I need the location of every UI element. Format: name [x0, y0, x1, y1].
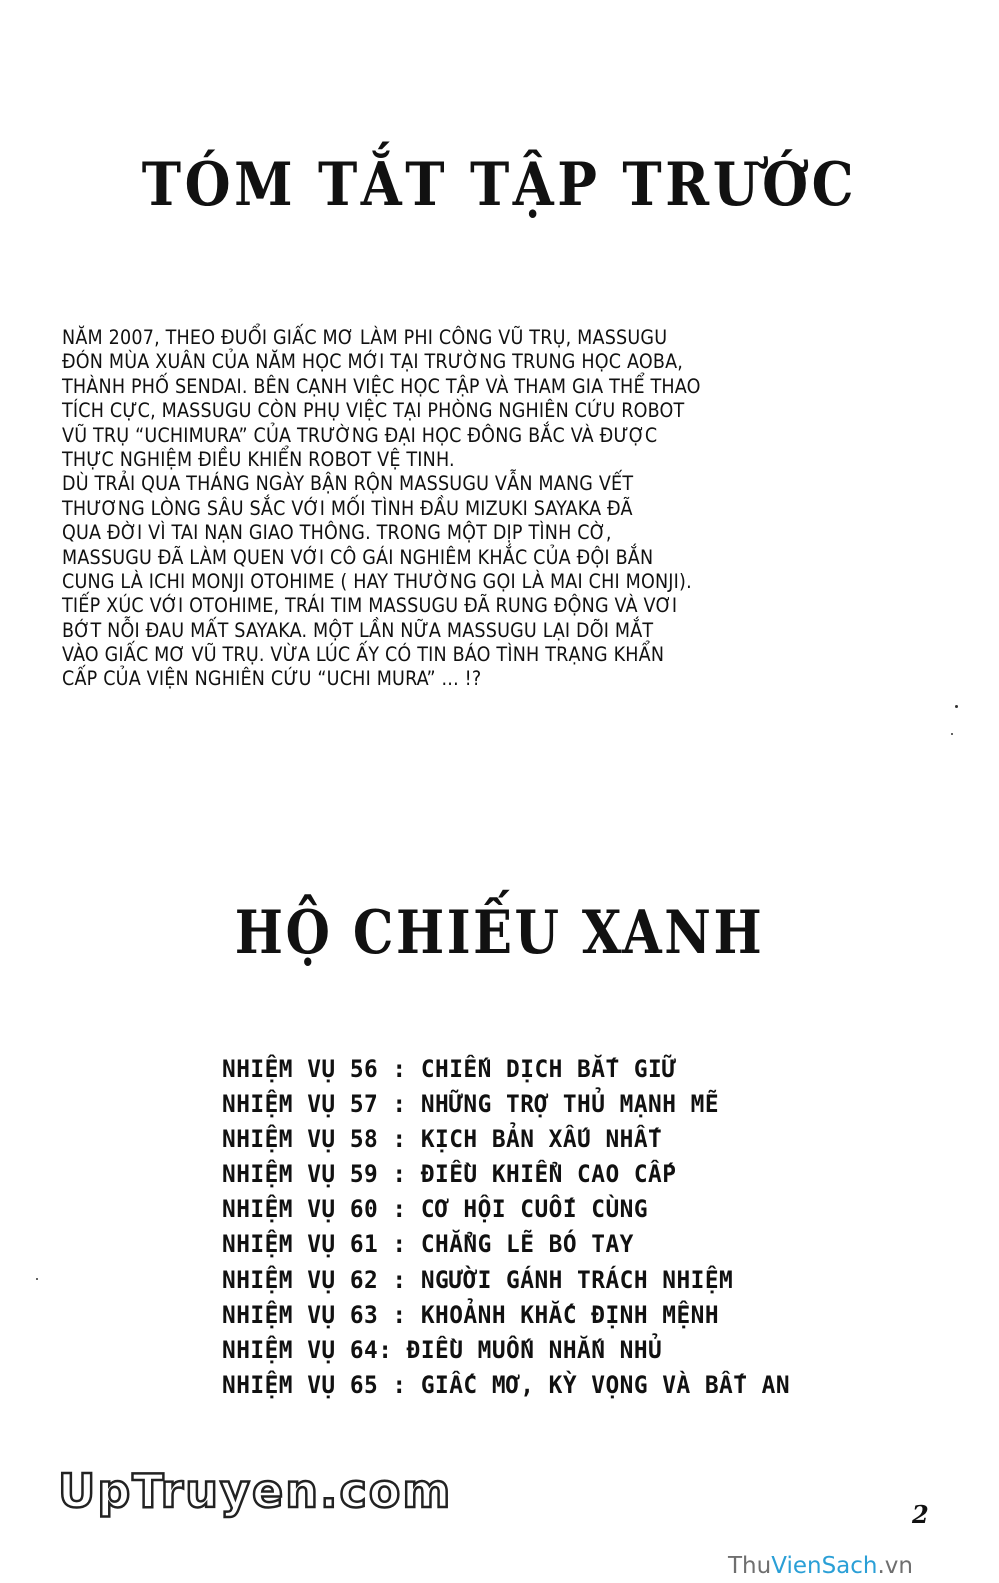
summary-text: [62, 326, 922, 692]
mission-item: NHIỆM VỤ 61 : CHẲNG LẼ BÓ TAY: [222, 1230, 634, 1259]
summary-line: VÀO GIẤC MƠ VŨ TRỤ. VỪA LÚC ẤY CÓ TIN BÁO TÌNH TRẠNG KHẨN: [62, 643, 665, 667]
credit-part-thu: Thu: [728, 1553, 772, 1579]
thuviensach-credit[interactable]: [728, 1553, 913, 1579]
mission-item: NHIỆM VỤ 59 : ĐIỀU KHIỂN CAO CẤP: [222, 1160, 677, 1189]
summary-line: CUNG LÀ ICHI MONJI OTOHIME ( HAY THƯỜNG GỌI LÀ MAI CHI MONJI).: [62, 569, 692, 593]
summary-line: BỚT NỖI ĐAU MẤT SAYAKA. MỘT LẦN NỮA MASSUGU LẠI DÕI MẮT: [62, 618, 654, 642]
summary-line: QUA ĐỜI VÌ TAI NẠN GIAO THÔNG. TRONG MỘT DỊP TÌNH CỜ,: [62, 521, 612, 545]
mission-list: [222, 1052, 842, 1403]
credit-part-domain: .vn: [877, 1553, 913, 1579]
mission-item: NHIỆM VỤ 65 : GIẤC MƠ, KỲ VỌNG VÀ BẤT AN: [222, 1370, 791, 1399]
summary-line: NĂM 2007, THEO ĐUỔI GIẤC MƠ LÀM PHI CÔNG VŨ TRỤ, MASSUGU: [62, 326, 668, 349]
credit-part-viensach: VienSach: [771, 1553, 878, 1579]
summary-line: THÀNH PHỐ SENDAI. BÊN CẠNH VIỆC HỌC TẬP VÀ THAM GIA THỂ THAO: [62, 374, 701, 398]
mission-item: NHIỆM VỤ 58 : KỊCH BẢN XẤU NHẤT: [222, 1125, 663, 1154]
series-title: HỘ CHIẾU XANH: [234, 898, 765, 968]
summary-line: VŨ TRỤ “UCHIMURA” CỦA TRƯỜNG ĐẠI HỌC ĐÔNG BẮC VÀ ĐƯỢC: [62, 423, 658, 447]
summary-line: THƯƠNG LÒNG SÂU SẮC VỚI MỐI TÌNH ĐẦU MIZUKI SAYAKA ĐÃ: [62, 496, 633, 520]
summary-line: THỰC NGHIỆM ĐIỀU KHIỂN ROBOT VỆ TINH.: [62, 447, 455, 471]
mission-item: NHIỆM VỤ 62 : NGƯỜI GÁNH TRÁCH NHIỆM: [222, 1265, 734, 1294]
mission-item: NHIỆM VỤ 56 : CHIẾN DỊCH BẮT GIỮ: [222, 1055, 677, 1083]
summary-line: TIẾP XÚC VỚI OTOHIME, TRÁI TIM MASSUGU ĐÃ RUNG ĐỘNG VÀ VƠI: [62, 594, 678, 618]
ink-speck: [955, 705, 958, 708]
mission-item: NHIỆM VỤ 57 : NHỮNG TRỢ THỦ MẠNH MẼ: [222, 1090, 720, 1119]
summary-line: DÙ TRẢI QUA THÁNG NGÀY BẬN RỘN MASSUGU VẪN MANG VẾT: [62, 472, 634, 496]
summary-line: MASSUGU ĐÃ LÀM QUEN VỚI CÔ GÁI NGHIÊM KHẮC CỦA ĐỘI BẮN: [62, 545, 654, 569]
uptruyen-watermark: UpTruyen.com: [58, 1464, 453, 1518]
summary-line: ĐÓN MÙA XUÂN CỦA NĂM HỌC MỚI TẠI TRƯỜNG TRUNG HỌC AOBA,: [62, 350, 684, 374]
mission-item: NHIỆM VỤ 64: ĐIỀU MUỐN NHẮN NHỦ: [222, 1335, 663, 1364]
page-number: 2: [912, 1500, 929, 1529]
ink-speck: [36, 1278, 38, 1280]
mission-item: NHIỆM VỤ 63 : KHOẢNH KHẮC ĐỊNH MỆNH: [222, 1300, 720, 1329]
summary-line: CẤP CỦA VIỆN NGHIÊN CỨU “UCHI MURA” ... !?: [62, 667, 482, 691]
mission-item: NHIỆM VỤ 60 : CƠ HỘI CUỐI CÙNG: [222, 1195, 649, 1224]
summary-title: TÓM TẮT TẬP TRƯỚC: [141, 150, 858, 220]
summary-line: TÍCH CỰC, MASSUGU CÒN PHỤ VIỆC TẠI PHÒNG NGHIÊN CỨU ROBOT: [62, 399, 685, 423]
ink-speck: [951, 733, 953, 735]
